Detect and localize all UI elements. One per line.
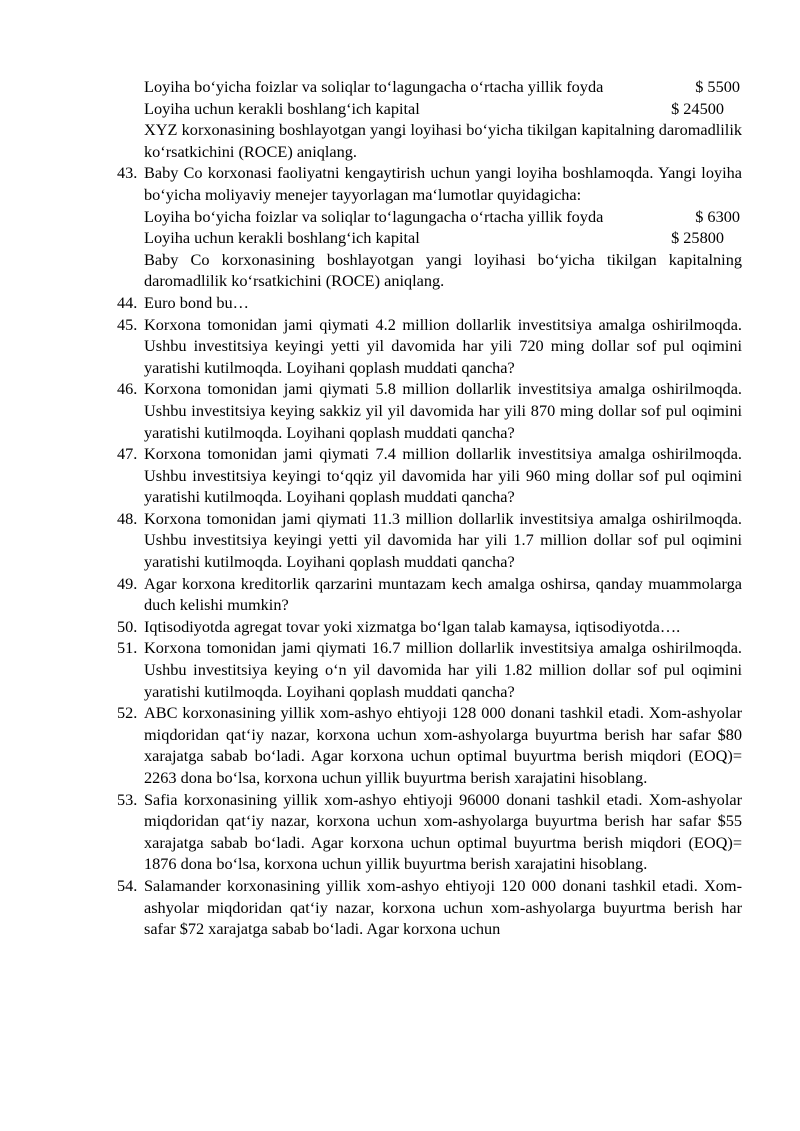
question-item — [117, 508, 742, 573]
question-item — [117, 789, 742, 875]
question-number: 48. — [117, 508, 138, 528]
row-label: Loyiha uchun kerakli boshlang‘ich kapital — [144, 98, 420, 118]
question-number: 43. — [117, 163, 138, 183]
question-text: XYZ korxonasining boshlayotgan yangi loyihasi bo‘yicha tikilgan kapitalning daromadlilik ko‘rsatkichini (ROCE) aniqlang. — [144, 120, 742, 161]
question-number: 51. — [117, 638, 138, 658]
question-text: Korxona tomonidan jami qiymati 7.4 million dollarlik investitsiya amalga oshirilmoqda. Ushbu investitsiya keyingi to‘qqiz yil davomida har yili 960 ming dollar sof pul oqimini yaratishi kutilmoqda. Loyihani qoplash muddati qancha? — [144, 444, 742, 507]
question-number: 52. — [117, 703, 138, 723]
question-item — [117, 616, 742, 638]
question-item — [117, 162, 742, 292]
question-text: Korxona tomonidan jami qiymati 11.3 million dollarlik investitsiya amalga oshirilmoqda. Ushbu investitsiya keyingi yetti yil davomida har yili 1.7 million dollar sof pul oqimini yaratishi kutilmoqda. Loyihani qoplash muddati qancha? — [144, 508, 742, 572]
question-item — [117, 573, 742, 616]
question-number: 49. — [117, 573, 138, 593]
question-text: Baby Co korxonasi faoliyatni kengaytirish uchun yangi loyiha boshlamoqda. Yangi loyiha bo‘yicha moliyaviy menejer tayyorlagan ma‘lumotlar quyidagicha: — [144, 163, 742, 204]
question-text: Agar korxona kreditorlik qarzarini muntazam kech amalga oshirsa, qanday muammolarga duch kelishi mumkin? — [144, 573, 742, 615]
question-item — [117, 314, 742, 379]
row-amount: $ 5500 — [695, 77, 740, 96]
question-item — [117, 443, 742, 508]
row-amount: $ 24500 — [671, 98, 724, 118]
question-number: 44. — [117, 292, 138, 312]
question-text: ABC korxonasining yillik xom-ashyo ehtiyoji 128 000 donani tashkil etadi. Xom-ashyolar miqdoridan qat‘iy nazar, korxona uchun xom-ashyolarga buyurtma berish har safar $80 xarajatga sabab bo‘ladi. Agar korxona uchun optimal buyurtma berish miqdori (EOQ)= 2263 dona bo‘lsa, korxona uchun yillik buyurtma berish xarajatini hisoblang. — [144, 703, 742, 787]
data-row-capital — [144, 98, 742, 120]
question-text: Safia korxonasining yillik xom-ashyo ehtiyoji 96000 donani tashkil etadi. Xom-ashyolar miqdoridan qat‘iy nazar, korxona uchun xom-ashyolarga buyurtma berish har safar $55 xarajatga sabab bo‘ladi. Agar korxona uchun optimal buyurtma berish miqdori (EOQ)= 1876 dona bo‘lsa, korxona uchun yillik buyurtma berish xarajatini hisoblang. — [144, 789, 742, 874]
row-amount: $ 6300 — [695, 206, 740, 226]
question-item — [117, 702, 742, 788]
question-number: 50. — [117, 616, 138, 636]
question-text: Korxona tomonidan jami qiymati 5.8 million dollarlik investitsiya amalga oshirilmoqda. Ushbu investitsiya keying sakkiz yil yil davomida har yili 870 ming dollar sof pul oqimini yaratishi kutilmoqda. Loyihani qoplash muddati qancha? — [144, 379, 742, 442]
data-row-profit — [144, 76, 742, 98]
row-amount: $ 25800 — [671, 228, 724, 248]
page-content — [117, 76, 742, 940]
question-text: Salamander korxonasining yillik xom-ashyo ehtiyoji 120 000 donani tashkil etadi. Xom-ashyolar miqdoridan qat‘iy nazar, korxona uchun xom-ashyolarga buyurtma berish har safar $72 xarajatga sabab bo‘ladi. Agar korxona uchun — [144, 875, 742, 939]
question-text: Korxona tomonidan jami qiymati 4.2 million dollarlik investitsiya amalga oshirilmoqda. Ushbu investitsiya keyingi yetti yil davomida har yili 720 ming dollar sof pul oqimini yaratishi kutilmoqda. Loyihani qoplash muddati qancha? — [144, 314, 742, 377]
question-number: 53. — [117, 789, 138, 809]
question-item — [117, 378, 742, 443]
question-text: Korxona tomonidan jami qiymati 16.7 million dollarlik investitsiya amalga oshirilmoqda. Ushbu investitsiya keying o‘n yil davomida har yili 1.82 million dollar sof pul oqimini yaratishi kutilmoqda. Loyihani qoplash muddati qancha? — [144, 638, 742, 701]
row-label: Loyiha bo‘yicha foizlar va soliqlar to‘lagungacha o‘rtacha yillik foyda — [144, 77, 604, 96]
row-label: Loyiha bo‘yicha foizlar va soliqlar to‘lagungacha o‘rtacha yillik foyda — [144, 206, 604, 226]
question-number: 47. — [117, 444, 138, 464]
question-item — [117, 637, 742, 702]
question-item — [117, 875, 742, 940]
data-row-capital — [144, 227, 742, 249]
question-number: 46. — [117, 379, 138, 399]
data-row-profit — [144, 206, 742, 228]
question-text: Euro bond bu… — [144, 292, 249, 312]
question-number: 45. — [117, 314, 138, 334]
question-item — [117, 292, 742, 314]
question-text: Iqtisodiyotda agregat tovar yoki xizmatga bo‘lgan talab kamaysa, iqtisodiyotda…. — [144, 616, 681, 636]
row-label: Loyiha uchun kerakli boshlang‘ich kapital — [144, 228, 420, 248]
question-number: 54. — [117, 875, 138, 895]
question-subtext: Baby Co korxonasining boshlayotgan yangi loyihasi bo‘yicha tikilgan kapitalning daromadlilik ko‘rsatkichini (ROCE) aniqlang. — [144, 249, 742, 291]
